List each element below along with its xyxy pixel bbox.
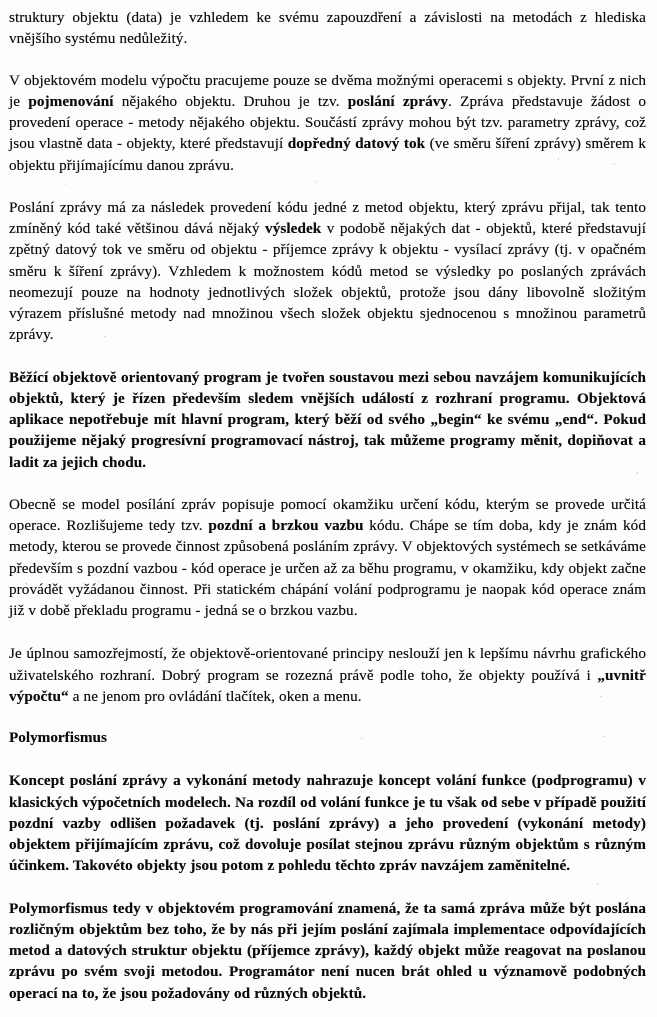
paragraph-oo-not-only-gui: Je úplnou samozřejmostí, že objektově-orientované principy neslouží jen k lepšímu návrhu grafického uživatelského rozhraní. Dobrý program se rozezná právě podle toho, že objekty používá i „uvnitř výpočtu“ a ne jenom pro ovládání tlačítek, oken a menu. bbox=[9, 645, 646, 705]
section-heading-polymorfismus: Polymorfismus bbox=[9, 729, 107, 746]
paragraph-late-early-binding: Obecně se model posílání zpráv popisuje pomocí okamžiku určení kódu, kterým se provede určitá operace. Rozlišujeme tedy tzv. pozdní a brzkou vazbu kódu. Chápe se tím doba, kdy je znám kód metody, kterou se provede činnost způsobená posláním zprávy. V objektových systémech se setkáváme především s pozdní vazbou - kód operace je určen až za běhu programu, v okamžiku, kdy objekt začne provádět vyžádanou činnost. Při statickém chápání volání podprogramu je naopak kód operace znám již v době překladu programu - jedná se o brzkou vazbu. bbox=[9, 495, 647, 619]
emphasis-term: poslání zprávy bbox=[347, 92, 449, 110]
emphasis-term: pojmenování bbox=[28, 92, 114, 110]
paragraph-message-result-dataflow: Poslání zprávy má za následek provedení kódu jedné z metod objektu, který zprávu přijal, tak tento zmíněný kód také většinou dává nějaký výsledek v podobě nějakých dat - objektů, které představují zpětný datový tok ve směru od objektu - příjemce zprávy k objektu - vysílací zprávy (tj. v opačném směru k šíření zprávy). Vzhledem k možnostem kódů metod se výsledky po poslaných zprávách neomezují pouze na hodnoty jednotlivých složek objektů, protože jsou dány libovolně složitým výrazem příslušné metody nad množinou všech složek objektu sjednocenou s množinou parametrů zprávy. bbox=[9, 198, 646, 344]
paragraph-encapsulation-intro: struktury objektu (data) je vzhledem ke svému zapouzdření a závislosti na metodách z hlediska vnějšího systému nedůležitý. bbox=[9, 9, 646, 48]
emphasis-term: dopředný datový tok bbox=[287, 135, 426, 153]
paragraph-message-vs-function-call: Koncept poslání zprávy a vykonání metody nahrazuje koncept volání funkce (podprogramu) v klasických výpočetních modelech. Na rozdíl od volání funkce je tu však od sebe v případě použití pozdní vazby odlišen požadavek (tj. poslání zprávy) a jeho provedení (vykonání metody) objektem přijímajícím zprávu, což dovoluje posílat stejnou zprávu různým objektům s různým účinkem. Takovéto objekty jsou potom z pohledu těchto zpráv navzájem zaměnitelné. bbox=[9, 772, 647, 875]
paragraph-object-model-operations: V objektovém modelu výpočtu pracujeme pouze se dvěma možnými operacemi s objekty. První z nich je pojmenování nějakého objektu. Druhou je tzv. poslání zprávy. Zpráva představuje žádost o provedení operace - metody nějakého objektu. Součástí zprávy mohou být tzv. parametry zprávy, což jsou vlastně data - objekty, které představují dopředný datový tok (ve směru šíření zprávy) směrem k objektu přijímajícímu danou zprávu. bbox=[9, 71, 646, 174]
emphasis-term: výsledek bbox=[265, 220, 322, 237]
paragraph-running-oo-program: Běžící objektově orientovaný program je tvořen soustavou mezi sebou navzájem komunikujících objektů, který je řízen především sledem vnějších událostí z rozhraní programu. Objektová aplikace nepotřebuje mít hlavní program, který běží od svého „begin“ ke svému „end“. Pokud použijeme nějaký progresívní programovací nástroj, tak můžeme programy měnit, dopiňovat a ladit za jejich chodu. bbox=[9, 368, 646, 471]
emphasis-term: „uvnitř výpočtu“ bbox=[9, 666, 646, 705]
paragraph-polymorphism-definition: Polymorfismus tedy v objektovém programování znamená, že ta samá zpráva může být poslána rozličným objektům bez toho, že by nás při jejím poslání zajímala implementace odpovídajících metod a datových struktur objektu (příjemce zprávy), každý objekt může reagovat na poslanou zprávu po svém svoji metodou. Programátor není nucen brát ohled u významově podobných operací na to, že jsou požadovány od různých objektů. bbox=[9, 899, 646, 1002]
emphasis-term: pozdní a brzkou vazbu bbox=[208, 517, 364, 534]
